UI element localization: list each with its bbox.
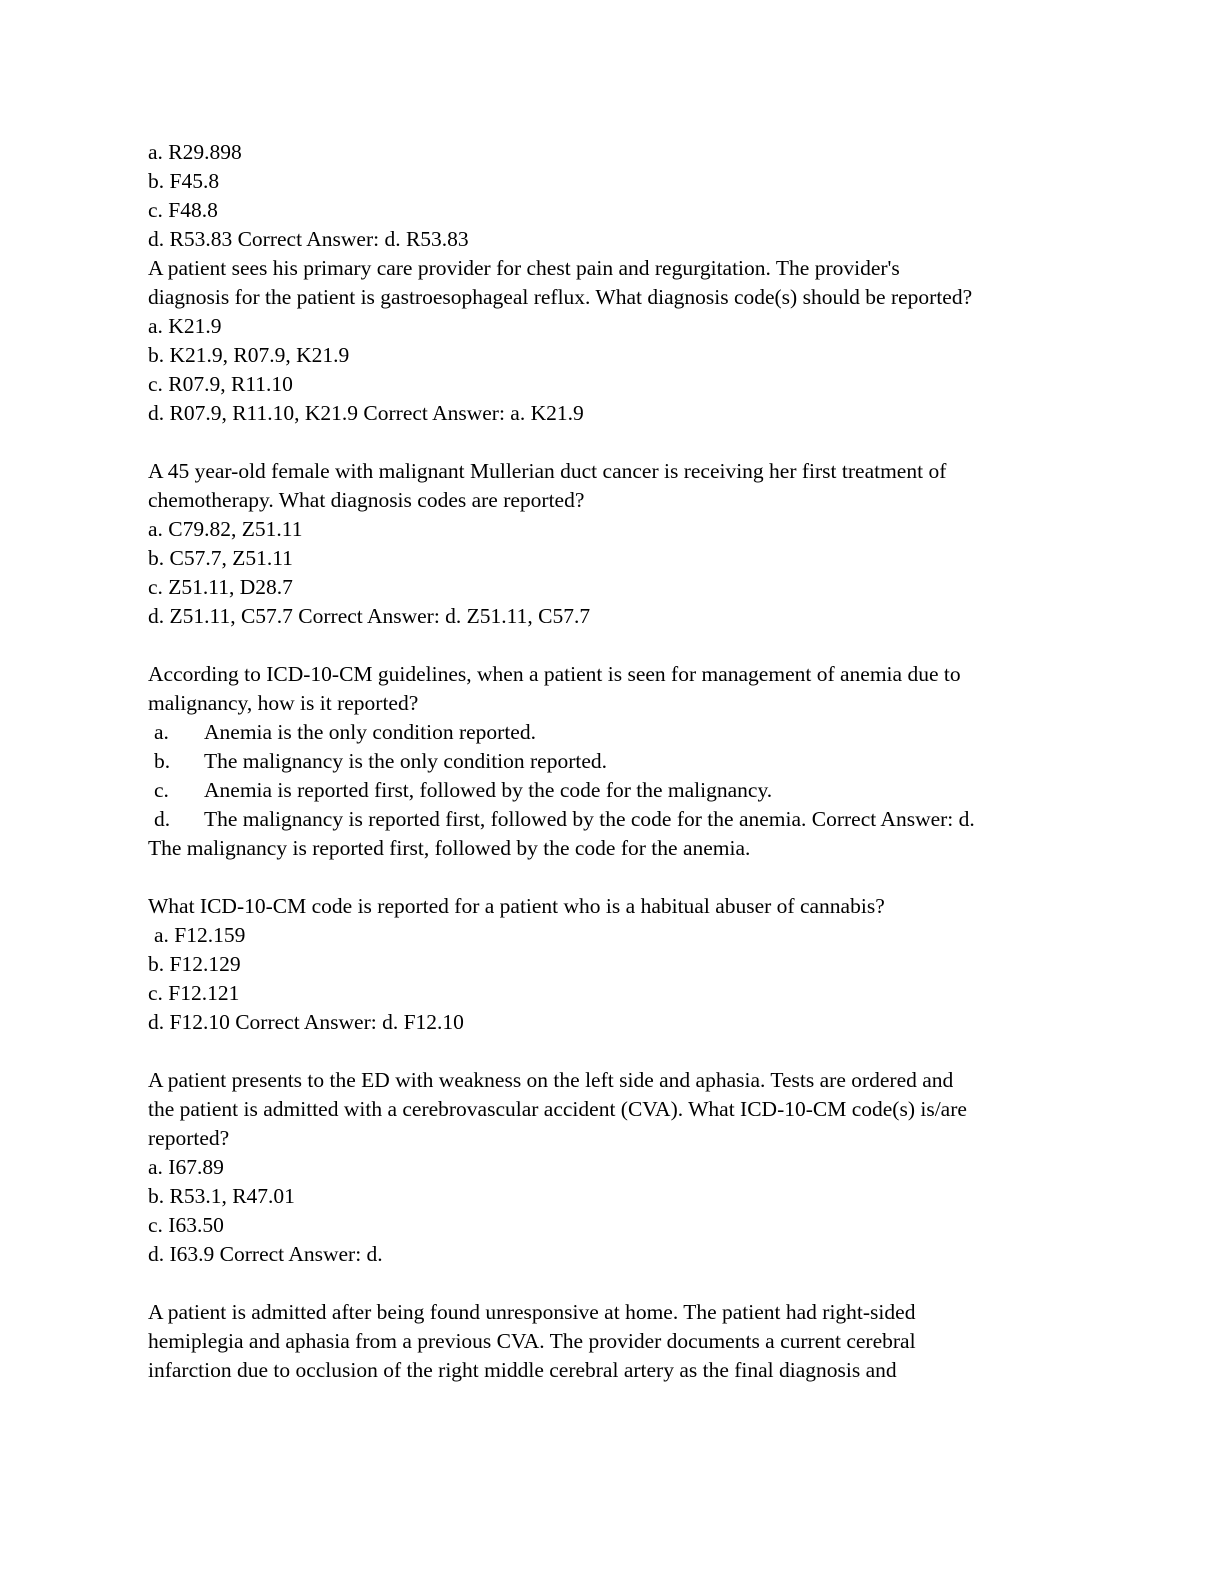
option-line: c. R07.9, R11.10 [148, 372, 293, 396]
option-line: b. K21.9, R07.9, K21.9 [148, 343, 350, 367]
paragraph-gap [148, 1269, 1078, 1298]
question-block-5 [148, 1066, 1078, 1269]
question-stem-line: reported? [148, 1126, 230, 1150]
option-line: a. I67.89 [148, 1155, 224, 1179]
lettered-option [148, 747, 1078, 776]
option-line: b. C57.7, Z51.11 [148, 546, 293, 570]
option-line: b. F45.8 [148, 169, 220, 193]
option-line: c. Z51.11, D28.7 [148, 575, 293, 599]
question-stem-line: diagnosis for the patient is gastroesophageal reflux. What diagnosis code(s) should be reported? [148, 285, 973, 309]
option-letter: a. [154, 720, 169, 744]
option-line: a. F12.159 [154, 923, 246, 947]
answer-line: d. F12.10 Correct Answer: d. F12.10 [148, 1010, 464, 1034]
question-stem-line: According to ICD-10-CM guidelines, when a patient is seen for management of anemia due to [148, 662, 961, 686]
question-block-2 [148, 457, 1078, 631]
question-stem-line: A patient presents to the ED with weakness on the left side and aphasia. Tests are ordered and [148, 1068, 954, 1092]
option-text: The malignancy is the only condition reported. [204, 749, 608, 773]
question-stem-line: What ICD-10-CM code is reported for a patient who is a habitual abuser of cannabis? [148, 894, 885, 918]
paragraph-gap [148, 631, 1078, 660]
lettered-option [148, 805, 1078, 834]
question-block-0 [148, 138, 1078, 254]
option-line: a. R29.898 [148, 140, 242, 164]
paragraph-gap [148, 1037, 1078, 1066]
option-line: c. F48.8 [148, 198, 218, 222]
option-line: c. F12.121 [148, 981, 240, 1005]
lettered-option [148, 718, 1078, 747]
question-stem-line: infarction due to occlusion of the right middle cerebral artery as the final diagnosis and [148, 1358, 897, 1382]
question-block-3 [148, 660, 1078, 863]
answer-continuation: The malignancy is reported first, followed by the code for the anemia. [148, 836, 751, 860]
option-text: The malignancy is reported first, followed by the code for the anemia. Correct Answer: d. [204, 807, 975, 831]
question-stem-line: hemiplegia and aphasia from a previous CVA. The provider documents a current cerebral [148, 1329, 916, 1353]
option-line: b. F12.129 [148, 952, 241, 976]
option-text: Anemia is reported first, followed by the code for the malignancy. [204, 778, 773, 802]
answer-line: d. R53.83 Correct Answer: d. R53.83 [148, 227, 469, 251]
question-stem-line: A 45 year-old female with malignant Mullerian duct cancer is receiving her first treatment of [148, 459, 947, 483]
question-stem-line: chemotherapy. What diagnosis codes are reported? [148, 488, 585, 512]
option-letter: c. [154, 778, 169, 802]
question-stem-line: A patient is admitted after being found unresponsive at home. The patient had right-sided [148, 1300, 916, 1324]
option-text: Anemia is the only condition reported. [204, 720, 536, 744]
option-line: a. C79.82, Z51.11 [148, 517, 303, 541]
document-page [148, 138, 1078, 1385]
option-line: c. I63.50 [148, 1213, 224, 1237]
question-stem-line: A patient sees his primary care provider for chest pain and regurgitation. The provider's [148, 256, 900, 280]
option-letter: d. [154, 807, 171, 831]
answer-line: d. Z51.11, C57.7 Correct Answer: d. Z51.11, C57.7 [148, 604, 591, 628]
paragraph-gap [148, 863, 1078, 892]
question-block-6 [148, 1298, 1078, 1385]
option-letter: b. [154, 749, 171, 773]
option-line: b. R53.1, R47.01 [148, 1184, 295, 1208]
lettered-option [148, 776, 1078, 805]
option-line: a. K21.9 [148, 314, 222, 338]
paragraph-gap [148, 428, 1078, 457]
question-stem-line: malignancy, how is it reported? [148, 691, 419, 715]
question-block-1 [148, 254, 1078, 428]
question-stem-line: the patient is admitted with a cerebrovascular accident (CVA). What ICD-10-CM code(s) is/are [148, 1097, 967, 1121]
answer-line: d. R07.9, R11.10, K21.9 Correct Answer: a. K21.9 [148, 401, 584, 425]
question-block-4 [148, 892, 1078, 1037]
answer-line: d. I63.9 Correct Answer: d. [148, 1242, 383, 1266]
